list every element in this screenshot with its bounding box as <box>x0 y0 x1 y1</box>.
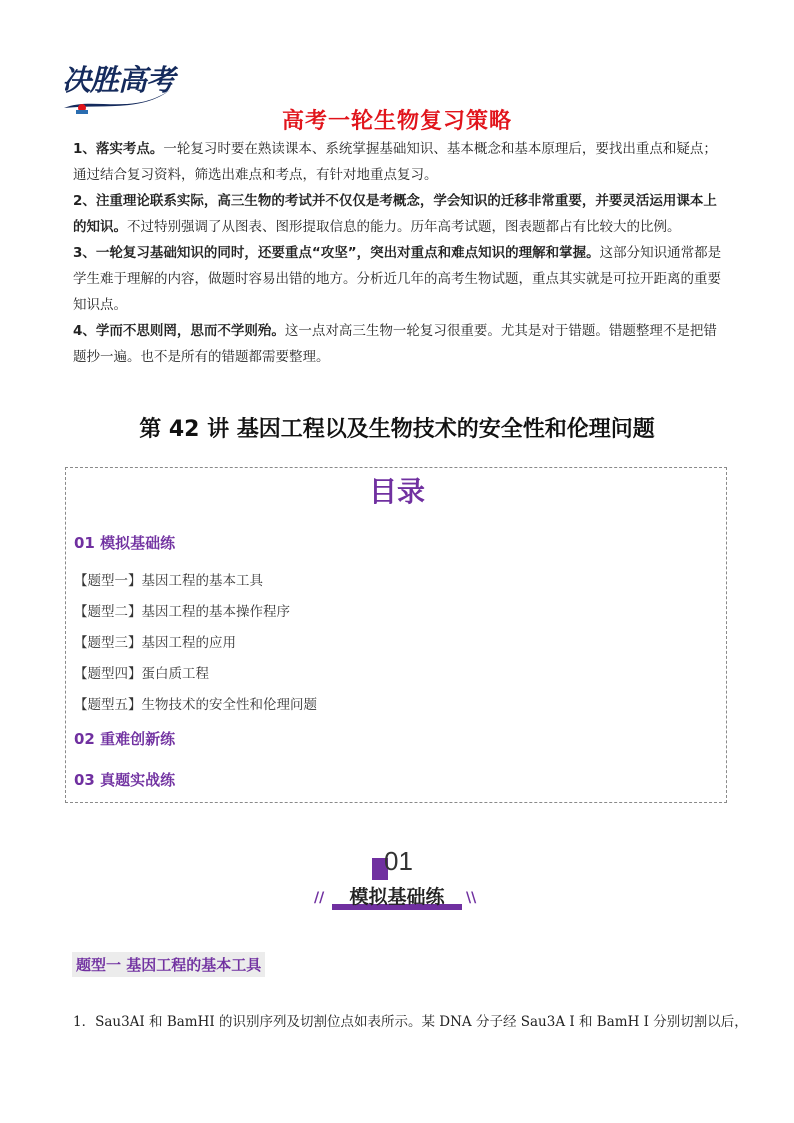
section-number: 01 <box>384 846 413 876</box>
strategy-item <box>73 240 723 318</box>
table-of-contents <box>65 467 727 803</box>
page-title: 高考一轮生物复习策略 <box>281 109 512 134</box>
toc-section-link[interactable]: 01 模拟基础练 <box>74 534 176 552</box>
strategy-list <box>73 136 723 370</box>
toc-section-link[interactable]: 02 重难创新练 <box>74 730 176 748</box>
strategy-lead: 2、注重理论联系实际，高三生物的考试并不仅仅是考概念，学会知识的迁移非常重要，并要灵活运用课本上的知识。 <box>73 193 717 235</box>
question-text: 1．Sau3AI 和 BamHI 的识别序列及切割位点如表所示。某 DNA 分子经 Sau3A I 和 BamH I 分别切割以后， <box>73 1014 748 1030</box>
toc-item-link[interactable]: 【题型二】基因工程的基本操作程序 <box>74 604 290 620</box>
toc-section-link[interactable]: 03 真题实战练 <box>74 771 176 789</box>
strategy-item <box>73 188 723 240</box>
strategy-text: 这一点对高三生物一轮复习很重要。尤其是对于错题。错题整理不是把错题抄一遍。也不是所有的错题都需要整理。 <box>73 323 717 365</box>
banner-left-mark: // <box>314 890 325 906</box>
strategy-item <box>73 318 723 370</box>
strategy-item <box>73 136 723 188</box>
strategy-lead: 3、一轮复习基础知识的同时，还要重点“攻坚”，突出对重点和难点知识的理解和掌握。 <box>73 245 600 261</box>
strategy-lead: 4、学而不思则罔，思而不学则殆。 <box>73 323 285 339</box>
toc-item-link[interactable]: 【题型一】基因工程的基本工具 <box>74 573 263 589</box>
topic-heading: 题型一 基因工程的基本工具 <box>72 952 265 977</box>
toc-item-link[interactable]: 【题型三】基因工程的应用 <box>74 635 236 651</box>
lecture-title: 第 42 讲 基因工程以及生物技术的安全性和伦理问题 <box>139 417 655 442</box>
toc-title: 目录 <box>368 475 425 508</box>
strategy-lead: 1、落实考点。 <box>73 141 164 157</box>
strategy-text: 不过特别强调了从图表、图形提取信息的能力。历年高考试题，图表题都占有比较大的比例。 <box>127 219 681 235</box>
strategy-text: 一轮复习时要在熟读课本、系统掌握基础知识、基本概念和基本原理后，要找出重点和疑点；通过结合复习资料，筛选出难点和考点，有针对地重点复习。 <box>73 141 717 183</box>
toc-item-link[interactable]: 【题型四】蛋白质工程 <box>74 666 209 682</box>
logo-text: 决胜高考 <box>62 63 175 97</box>
section-name: 模拟基础练 <box>349 886 445 908</box>
banner-right-mark: \\ <box>466 890 477 906</box>
toc-item-link[interactable]: 【题型五】生物技术的安全性和伦理问题 <box>74 697 317 713</box>
section-banner <box>0 842 794 912</box>
strategy-text: 这部分知识通常都是学生难于理解的内容，做题时容易出错的地方。分析近几年的高考生物试题，重点其实就是可拉开距离的重要知识点。 <box>73 245 722 313</box>
